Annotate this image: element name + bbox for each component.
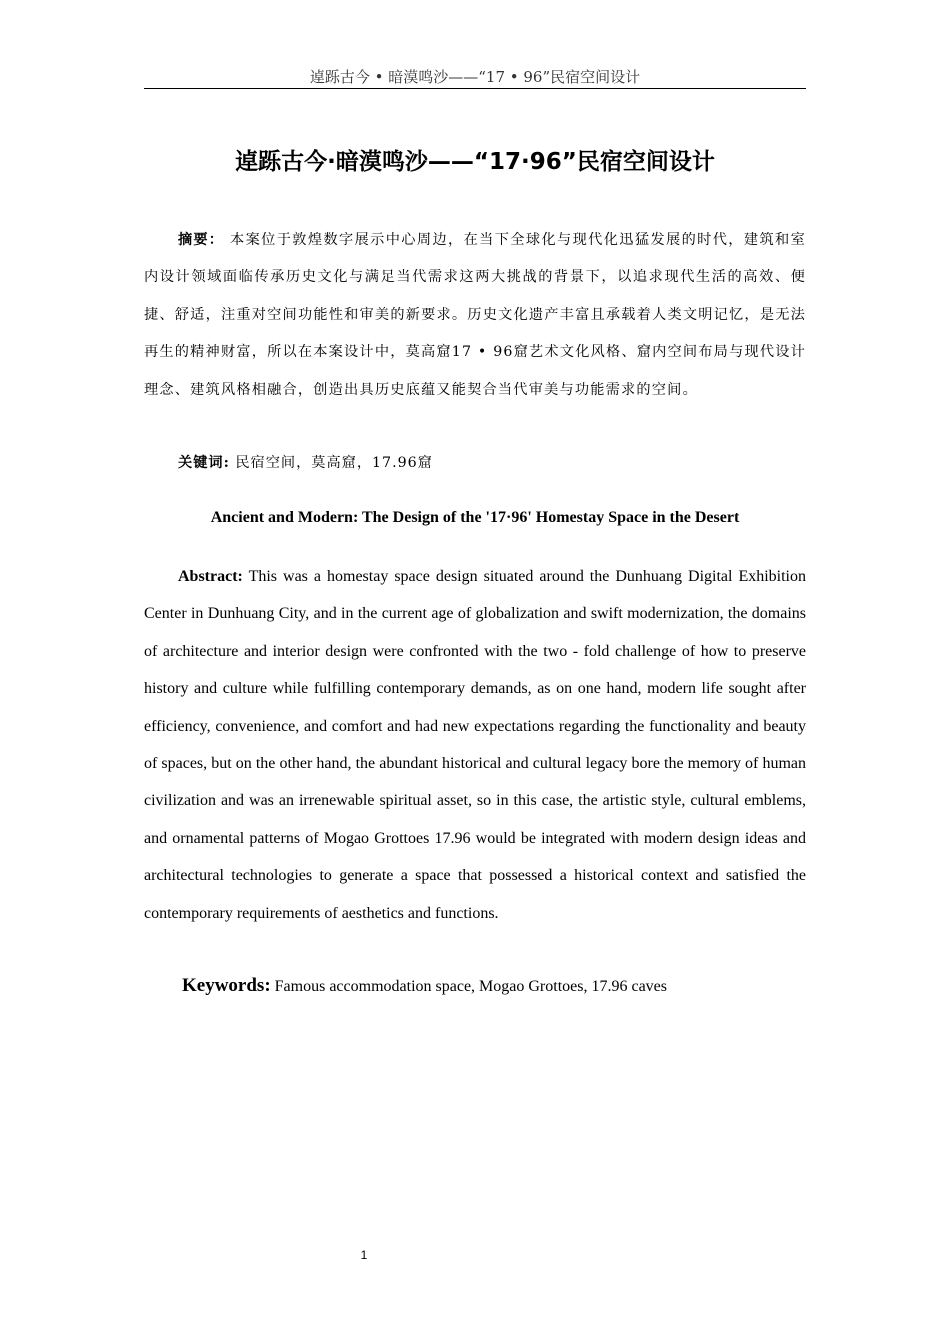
english-keywords-label: Keywords: xyxy=(182,975,271,996)
chinese-title: 逴跞古今·暗漠鸣沙——“17·96”民宿空间设计 xyxy=(235,149,715,175)
english-abstract-label: Abstract: xyxy=(178,568,243,585)
english-abstract xyxy=(144,558,806,932)
chinese-keywords xyxy=(178,450,806,476)
chinese-keywords-text: 民宿空间，莫高窟，17.96窟 xyxy=(229,455,433,471)
chinese-keywords-label: 关键词: xyxy=(178,455,230,471)
header-rule xyxy=(144,88,806,89)
english-abstract-text: This was a homestay space design situated around the Dunhuang Digital Exhibition Center in Dunhuang City, and in the current age of globalization and swift modernization, the domains of architecture and interior design were confronted with the two - fold challenge of how to preserve history and culture while fulfilling contemporary demands, as on one hand, modern life sought after efficiency, convenience, and comfort and had new expectations regarding the functionality and beauty of spaces, but on the other hand, the abundant historical and cultural legacy bore the memory of human civilization and was an irrenewable spiritual asset, so in this case, the artistic style, cultural emblems, and ornamental patterns of Mogao Grottoes 17.96 would be integrated with modern design ideas and architectural technologies to generate a space that possessed a historical context and satisfied the contemporary requirements of aesthetics and functions. xyxy=(144,568,806,922)
running-header: 逴跞古今 • 暗漠鸣沙——“17 • 96”民宿空间设计 xyxy=(309,68,641,86)
chinese-abstract-label: 摘要： xyxy=(178,232,225,248)
english-title: Ancient and Modern: The Design of the '17·96' Homestay Space in the Desert xyxy=(210,509,740,526)
chinese-abstract xyxy=(144,222,806,409)
english-keywords-text: Famous accommodation space, Mogao Grottoes, 17.96 caves xyxy=(270,978,668,995)
english-keywords xyxy=(182,972,806,1001)
page-number: 1 xyxy=(360,1248,368,1262)
chinese-abstract-text: 本案位于敦煌数字展示中心周边，在当下全球化与现代化迅猛发展的时代，建筑和室内设计领域面临传承历史文化与满足当代需求这两大挑战的背景下，以追求现代生活的高效、便捷、舒适，注重对空间功能性和审美的新要求。历史文化遗产丰富且承载着人类文明记忆，是无法再生的精神财富，所以在本案设计中，莫高窟17 • 96窟艺术文化风格、窟内空间布局与现代设计理念、建筑风格相融合，创造出具历史底蕴又能契合当代审美与功能需求的空间。 xyxy=(144,232,807,398)
